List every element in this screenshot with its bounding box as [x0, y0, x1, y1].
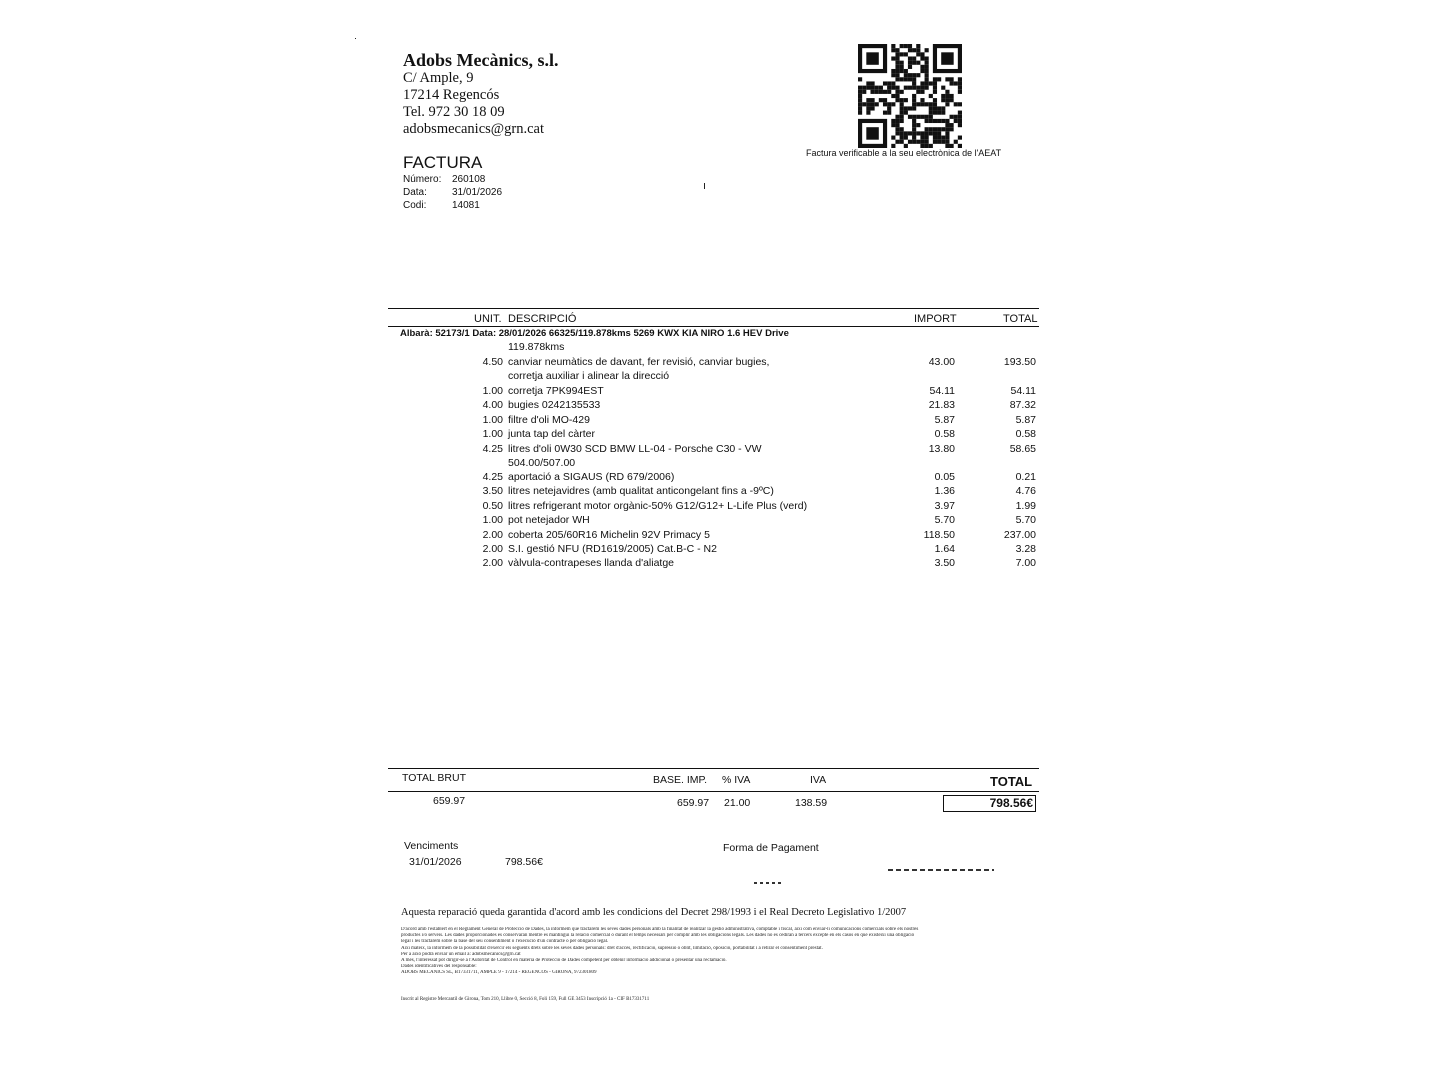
company-phone: Tel. 972 30 18 09: [403, 104, 505, 120]
item-description: vàlvula-contrapeses llanda d'aliatge: [508, 557, 675, 569]
delivery-note-km: 119.878kms: [508, 341, 565, 353]
item-description: bugies 0242135533: [508, 399, 601, 411]
cropped-text-fragment: [888, 869, 994, 871]
item-description: litres d'oli 0W30 SCD BMW LL-04 - Porsche C30 - VW: [508, 443, 762, 455]
invoice-number: 260108: [452, 174, 486, 185]
totals-top-rule: [388, 768, 1039, 769]
delivery-note-line: Albarà: 52173/1 Data: 28/01/2026 66325/119.878kms 5269 KWX KIA NIRO 1.6 HEV Drive: [400, 328, 789, 339]
company-block: [403, 50, 559, 138]
item-total: 7.00: [1015, 557, 1036, 569]
item-unit: 2.00: [482, 529, 503, 541]
item-unit: 1.00: [482, 414, 503, 426]
item-import: 5.87: [934, 414, 955, 426]
item-import: 0.58: [934, 428, 955, 440]
item-unit: 4.00: [482, 399, 503, 411]
company-email: adobsmecanics@grn.cat: [403, 121, 544, 137]
item-description: filtre d'oli MO-429: [508, 414, 590, 426]
total-brut-label: TOTAL BRUT: [402, 772, 466, 784]
company-city: 17214 Regencós: [403, 87, 500, 103]
base-imp-value: 659.97: [677, 797, 710, 809]
invoice-number-label: Número:: [403, 174, 442, 185]
legal-line: ADOBS MECÀNICS SL, B17331711, AMPLE 9 - 17214 - REGENCÓS - GIRONA, 972301809: [401, 970, 597, 976]
payment-method-label: Forma de Pagament: [723, 842, 819, 854]
legal-notice: [401, 927, 1033, 977]
total-label: TOTAL: [990, 774, 1033, 789]
item-total: 87.32: [1009, 399, 1036, 411]
invoice-date: 31/01/2026: [452, 187, 503, 198]
item-total: 5.70: [1015, 514, 1036, 526]
item-unit: 1.00: [482, 385, 503, 397]
item-total: 58.65: [1009, 443, 1036, 455]
item-import: 118.50: [923, 529, 955, 541]
item-import: 13.80: [928, 443, 955, 455]
item-import: 3.50: [934, 557, 955, 569]
invoice-code-row: [403, 199, 480, 212]
item-import: 5.70: [934, 514, 955, 526]
invoice-date-row: [403, 186, 502, 199]
qr-caption: Factura verificable a la seu electrònica de l'AEAT: [806, 148, 1002, 158]
item-total: 193.50: [1003, 356, 1036, 368]
item-import: 43.00: [928, 356, 955, 368]
invoice-title: FACTURA: [403, 153, 483, 172]
legal-line: A més, l'interessat pot dirigir-se a l'Autoritat de Control en matèria de Protecció de Dades competent per obtenir informació addicional o presentar una reclamació.: [401, 958, 727, 964]
invoice-number-row: [403, 173, 485, 186]
pct-iva-label: % IVA: [722, 774, 751, 786]
item-import: 1.64: [934, 543, 955, 555]
item-import: 21.83: [928, 399, 955, 411]
grand-total-box: [943, 795, 1036, 812]
header-description: DESCRIPCIÓ: [508, 313, 577, 325]
scan-mark: [704, 183, 705, 189]
totals-mid-rule: [388, 791, 1039, 792]
item-description: pot netejador WH: [508, 514, 590, 526]
total-brut-value: 659.97: [433, 795, 466, 807]
registry-line: Inscrit al Registre Mercantil de Girona, Tom 210, Llibre 0, Secció 8, Foli 159, Full GE 3453 Inscripció 1a - CIF B17331711: [401, 997, 650, 1002]
item-import: 3.97: [934, 500, 955, 512]
legal-line: legal i les tractarem sobre la base del seu consentiment o l'execució d'un contracte o per obligació legal.: [401, 939, 609, 945]
item-unit: 4.50: [482, 356, 503, 368]
item-import: 54.11: [929, 385, 955, 397]
pct-iva-value: 21.00: [724, 797, 751, 809]
legal-line: Dades identificatives del responsable:: [401, 964, 477, 970]
item-description: S.I. gestió NFU (RD1619/2005) Cat.B-C - N2: [508, 543, 717, 555]
item-description: junta tap del càrter: [508, 428, 595, 440]
item-import: 1.36: [934, 485, 955, 497]
item-description: aportació a SIGAUS (RD 679/2006): [508, 471, 675, 483]
header-total: TOTAL: [1003, 313, 1038, 325]
legal-line: Així mateix, la informem de la possibilitat d'exercir els següents drets sobre les seves dades personals: dret d'accés, rectificació, supressió o oblit, limitació, oposició, portabilitat i a retirar el consentiment prestat.: [401, 945, 823, 951]
item-total: 5.87: [1015, 414, 1036, 426]
cropped-text-fragment-2: [754, 882, 782, 884]
item-description: canviar neumàtics de davant, fer revisió, canviar bugies,: [508, 356, 770, 368]
legal-line: Per a això podrà enviar un email a: adobsmecanics@grn.cat: [401, 951, 521, 957]
item-description: coberta 205/60R16 Michelin 92V Primacy 5: [508, 529, 710, 541]
item-description: corretja 7PK994EST: [508, 385, 604, 397]
item-unit: 1.00: [482, 428, 503, 440]
invoice-date-label: Data:: [403, 187, 427, 198]
guarantee-text: Aquesta reparació queda garantida d'acord amb les condicions del Decret 298/1993 i el Real Decreto Legislativo 1/2007: [401, 907, 907, 918]
item-unit: 2.00: [482, 543, 503, 555]
item-description-cont: corretja auxiliar i alinear la direcció: [508, 370, 670, 382]
legal-line: D'acord amb l'establert en el Reglament General de Protecció de Dades, la informem que tractarem les seves dades personals amb la finalitat de realitzar la gestió administrativa, comptable i fiscal, així com enviar-li comunicacions comercials sobre els nostres: [401, 927, 919, 932]
header-unit: UNIT.: [474, 313, 502, 325]
item-description: litres refrigerant motor orgànic-50% G12/G12+ L-Life Plus (verd): [508, 500, 808, 512]
item-description: litres netejavidres (amb qualitat anticongelant fins a -9ºC): [508, 485, 774, 497]
item-total: 0.21: [1015, 471, 1036, 483]
item-unit: 1.00: [482, 514, 503, 526]
item-total: 1.99: [1015, 500, 1036, 512]
legal-line: productes i/o serveis. Les dades proporcionades es conservaran mentre es mantingui la relació comercial o durant el temps necessari per complir amb les obligacions legals. Les dades no es cediran a tercers excepte en els casos en què existeixi una obligació: [401, 933, 915, 939]
item-total: 0.58: [1015, 428, 1036, 440]
item-unit: 3.50: [482, 485, 503, 497]
item-unit: 4.25: [482, 471, 503, 483]
item-unit: 4.25: [482, 443, 503, 455]
item-import: 0.05: [934, 471, 955, 483]
item-description-cont: 504.00/507.00: [508, 457, 576, 469]
iva-label: IVA: [810, 774, 827, 786]
invoice-code: 14081: [452, 200, 480, 211]
table-top-rule: [388, 308, 1039, 309]
item-unit: 0.50: [482, 500, 503, 512]
venciment-amount: 798.56€: [505, 856, 543, 868]
qr-code-icon: [858, 44, 962, 148]
scan-speck: [355, 38, 356, 39]
table-header-rule: [388, 326, 1039, 327]
iva-value: 138.59: [795, 797, 828, 809]
item-total: 54.11: [1010, 385, 1036, 397]
item-total: 4.76: [1015, 485, 1036, 497]
item-total: 237.00: [1003, 529, 1036, 541]
company-address: C/ Ample, 9: [403, 70, 474, 86]
item-unit: 2.00: [482, 557, 503, 569]
base-imp-label: BASE. IMP.: [653, 774, 708, 786]
venciment-date: 31/01/2026: [409, 856, 462, 868]
grand-total-value: 798.56€: [989, 796, 1033, 810]
item-total: 3.28: [1015, 543, 1036, 555]
venciments-label: Venciments: [404, 840, 459, 852]
header-import: IMPORT: [914, 313, 957, 325]
invoice-code-label: Codi:: [403, 200, 427, 211]
company-name: Adobs Mecànics, s.l.: [403, 50, 559, 70]
